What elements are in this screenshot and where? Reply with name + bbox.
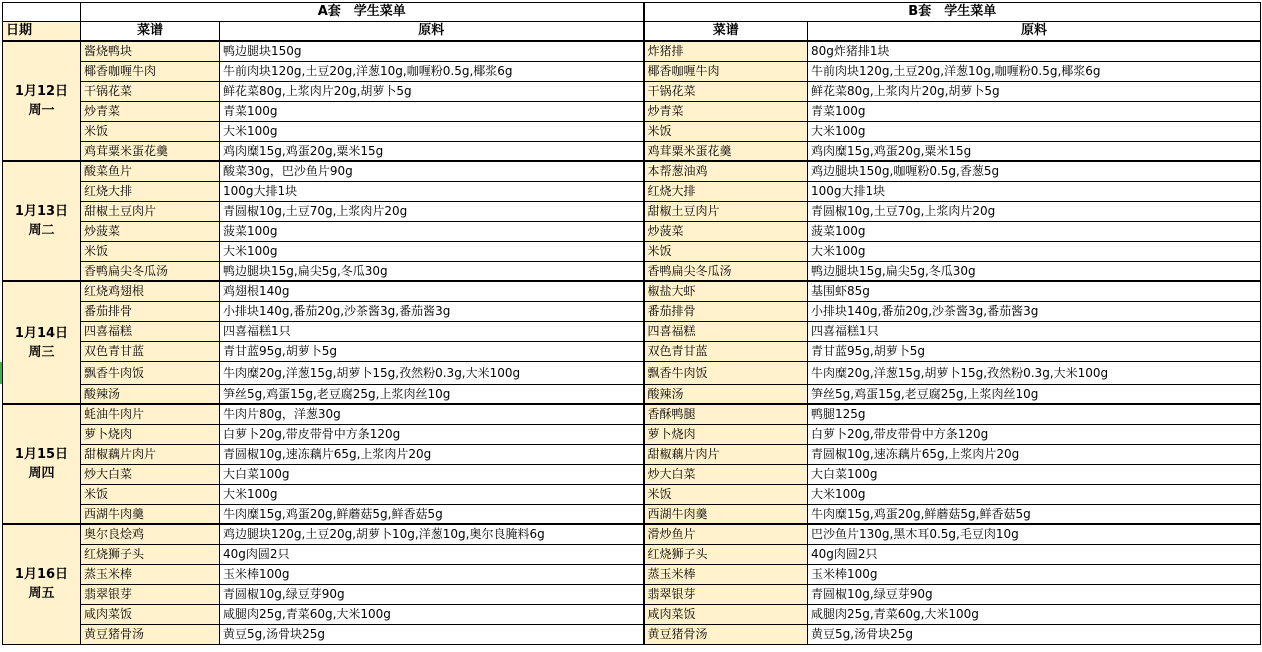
b-dish-cell[interactable]: 翡翠银芽 xyxy=(644,584,808,604)
b-dish-cell[interactable]: 西湖牛肉羹 xyxy=(644,504,808,524)
table-row xyxy=(3,384,1261,404)
b-dish-cell[interactable]: 番茄排骨 xyxy=(644,301,808,321)
table-row xyxy=(3,544,1261,564)
a-dish-cell[interactable]: 炒菠菜 xyxy=(81,221,220,241)
b-dish-cell[interactable]: 酸辣汤 xyxy=(644,384,808,404)
a-dish-cell[interactable]: 米饭 xyxy=(81,484,220,504)
a-ingredient-cell[interactable]: 100g大排1块 xyxy=(220,181,644,201)
b-dish-cell[interactable]: 椰香咖喱牛肉 xyxy=(644,61,808,81)
a-dish-cell[interactable]: 飘香牛肉饭 xyxy=(81,361,220,384)
date-header[interactable]: 日期 xyxy=(3,22,81,42)
set-b-title[interactable]: B套 学生菜单 xyxy=(644,3,1261,22)
b-ingredient-cell[interactable]: 40g肉圆2只 xyxy=(808,544,1261,564)
date-cell[interactable] xyxy=(3,161,81,281)
weekday-text: 周二 xyxy=(28,223,55,238)
b-dish-cell[interactable]: 甜椒土豆肉片 xyxy=(644,201,808,221)
a-ingredient-cell[interactable]: 青圆椒10g,土豆70g,上浆肉片20g xyxy=(220,201,644,221)
date-cell[interactable] xyxy=(3,41,81,161)
b-ingredient-cell[interactable]: 鸡肉糜15g,鸡蛋20g,粟米15g xyxy=(808,141,1261,161)
a-ingredient-cell[interactable]: 玉米棒100g xyxy=(220,564,644,584)
b-dish-cell[interactable]: 炒大白菜 xyxy=(644,464,808,484)
b-dish-cell[interactable]: 香鸭扁尖冬瓜汤 xyxy=(644,261,808,281)
a-ingredient-cell[interactable]: 青圆椒10g,速冻藕片65g,上浆肉片20g xyxy=(220,444,644,464)
table-row xyxy=(3,524,1261,544)
table-row xyxy=(3,81,1261,101)
a-dish-cell[interactable]: 酸辣汤 xyxy=(81,384,220,404)
table-row xyxy=(3,604,1261,624)
a-ingredient-cell[interactable]: 鸭边腿块15g,扁尖5g,冬瓜30g xyxy=(220,261,644,281)
b-ingredient-cell[interactable]: 鸭腿125g xyxy=(808,404,1261,424)
b-ingredient-cell[interactable]: 牛肉糜15g,鸡蛋20g,鲜蘑菇5g,鲜香菇5g xyxy=(808,504,1261,524)
a-dish-cell[interactable]: 奥尔良烩鸡 xyxy=(81,524,220,544)
a-ingredient-cell[interactable]: 牛肉片80g，洋葱30g xyxy=(220,404,644,424)
a-ingredient-cell[interactable]: 40g肉圆2只 xyxy=(220,544,644,564)
table-row xyxy=(3,321,1261,341)
a-ingredient-cell[interactable]: 鸭边腿块150g xyxy=(220,41,644,61)
date-text: 1月16日 xyxy=(14,567,69,583)
weekday-text: 周一 xyxy=(28,103,55,118)
b-ingredient-cell[interactable]: 咸腿肉25g,青菜60g,大米100g xyxy=(808,604,1261,624)
a-dish-cell[interactable]: 翡翠银芽 xyxy=(81,584,220,604)
b-dish-cell[interactable]: 炒菠菜 xyxy=(644,221,808,241)
set-a-title[interactable]: A套 学生菜单 xyxy=(81,3,644,22)
weekday-text: 周四 xyxy=(28,466,55,481)
b-dish-cell[interactable]: 椒盐大虾 xyxy=(644,281,808,301)
a-dish-cell[interactable]: 米饭 xyxy=(81,121,220,141)
b-ingredient-cell[interactable]: 大米100g xyxy=(808,484,1261,504)
date-cell[interactable] xyxy=(3,404,81,524)
a-ingredient-cell[interactable]: 咸腿肉25g,青菜60g,大米100g xyxy=(220,604,644,624)
a-ingredient-cell[interactable]: 鸡肉糜15g,鸡蛋20g,粟米15g xyxy=(220,141,644,161)
b-ingredient-cell[interactable]: 大白菜100g xyxy=(808,464,1261,484)
b-ingredient-cell[interactable]: 鸭边腿块15g,扁尖5g,冬瓜30g xyxy=(808,261,1261,281)
b-dish-cell[interactable]: 红烧大排 xyxy=(644,181,808,201)
table-row xyxy=(3,181,1261,201)
a-ingredient-cell[interactable]: 大米100g xyxy=(220,121,644,141)
b-dish-cell[interactable]: 香酥鸭腿 xyxy=(644,404,808,424)
b-ingredient-cell[interactable]: 100g大排1块 xyxy=(808,181,1261,201)
table-row xyxy=(3,624,1261,644)
a-dish-cell[interactable]: 干锅花菜 xyxy=(81,81,220,101)
b-ingredient-cell[interactable]: 青圆椒10g,土豆70g,上浆肉片20g xyxy=(808,201,1261,221)
a-ingredient-cell[interactable]: 青圆椒10g,绿豆芽90g xyxy=(220,584,644,604)
a-ingredient-cell[interactable]: 笋丝5g,鸡蛋15g,老豆腐25g,上浆肉丝10g xyxy=(220,384,644,404)
a-dish-cell[interactable]: 四喜福糕 xyxy=(81,321,220,341)
table-row xyxy=(3,584,1261,604)
b-ingredient-cell[interactable]: 笋丝5g,鸡蛋15g,老豆腐25g,上浆肉丝10g xyxy=(808,384,1261,404)
table-row xyxy=(3,201,1261,221)
b-ingredient-cell[interactable]: 菠菜100g xyxy=(808,221,1261,241)
a-dish-cell[interactable]: 蒸玉米棒 xyxy=(81,564,220,584)
b-ingredient-cell[interactable]: 鲜花菜80g,上浆肉片20g,胡萝卜5g xyxy=(808,81,1261,101)
table-row xyxy=(3,504,1261,524)
b-dish-cell[interactable]: 米饭 xyxy=(644,484,808,504)
table-row xyxy=(3,444,1261,464)
a-ingredient-cell[interactable]: 黄豆5g,汤骨块25g xyxy=(220,624,644,644)
weekday-text: 周五 xyxy=(28,586,55,602)
a-ingredient-cell[interactable]: 牛肉糜15g,鸡蛋20g,鲜蘑菇5g,鲜香菇5g xyxy=(220,504,644,524)
a-ingredient-cell[interactable]: 酸菜30g，巴沙鱼片90g xyxy=(220,161,644,181)
b-ingredient-cell[interactable]: 白萝卜20g,带皮带骨中方条120g xyxy=(808,424,1261,444)
b-ingredient-cell[interactable]: 青圆椒10g,绿豆芽90g xyxy=(808,584,1261,604)
a-dish-cell[interactable]: 红烧狮子头 xyxy=(81,544,220,564)
a-ingredient-cell[interactable]: 牛前肉块120g,土豆20g,洋葱10g,咖喱粉0.5g,椰浆6g xyxy=(220,61,644,81)
b-dish-cell[interactable]: 四喜福糕 xyxy=(644,321,808,341)
a-ingredient-header[interactable]: 原料 xyxy=(220,22,644,42)
b-ingredient-cell[interactable]: 青圆椒10g,速冻藕片65g,上浆肉片20g xyxy=(808,444,1261,464)
table-row xyxy=(3,484,1261,504)
a-dish-cell[interactable]: 咸肉菜饭 xyxy=(81,604,220,624)
table-row xyxy=(3,101,1261,121)
a-ingredient-cell[interactable]: 鸡翅根140g xyxy=(220,281,644,301)
b-dish-header[interactable]: 菜谱 xyxy=(644,22,808,42)
b-ingredient-cell[interactable]: 基围虾85g xyxy=(808,281,1261,301)
a-ingredient-cell[interactable]: 白萝卜20g,带皮带骨中方条120g xyxy=(220,424,644,444)
a-dish-cell[interactable]: 米饭 xyxy=(81,241,220,261)
b-dish-cell[interactable]: 鸡茸粟米蛋花羹 xyxy=(644,141,808,161)
a-ingredient-cell[interactable]: 大米100g xyxy=(220,241,644,261)
b-ingredient-cell[interactable]: 牛肉糜20g,洋葱15g,胡萝卜15g,孜然粉0.3g,大米100g xyxy=(808,361,1261,384)
a-dish-cell[interactable]: 红烧鸡翅根 xyxy=(81,281,220,301)
a-ingredient-cell[interactable]: 大白菜100g xyxy=(220,464,644,484)
table-row xyxy=(3,301,1261,321)
table-row xyxy=(3,404,1261,424)
b-dish-cell[interactable]: 蒸玉米棒 xyxy=(644,564,808,584)
a-dish-cell[interactable]: 西湖牛肉羹 xyxy=(81,504,220,524)
table-row xyxy=(3,464,1261,484)
a-ingredient-cell[interactable]: 小排块140g,番茄20g,沙茶酱3g,番茄酱3g xyxy=(220,301,644,321)
table-row xyxy=(3,241,1261,261)
b-dish-cell[interactable]: 滑炒鱼片 xyxy=(644,524,808,544)
date-text: 1月12日 xyxy=(14,84,69,99)
table-row xyxy=(3,424,1261,444)
b-ingredient-cell[interactable]: 小排块140g,番茄20g,沙茶酱3g,番茄酱3g xyxy=(808,301,1261,321)
date-cell[interactable] xyxy=(3,524,81,644)
date-text: 1月15日 xyxy=(14,447,69,462)
table-row xyxy=(3,261,1261,281)
a-dish-cell[interactable]: 甜椒藕片肉片 xyxy=(81,444,220,464)
table-row xyxy=(3,221,1261,241)
b-dish-cell[interactable]: 甜椒藕片肉片 xyxy=(644,444,808,464)
b-ingredient-cell[interactable]: 黄豆5g,汤骨块25g xyxy=(808,624,1261,644)
b-dish-cell[interactable]: 咸肉菜饭 xyxy=(644,604,808,624)
b-ingredient-cell[interactable]: 玉米棒100g xyxy=(808,564,1261,584)
a-dish-cell[interactable]: 萝卜烧肉 xyxy=(81,424,220,444)
a-ingredient-cell[interactable]: 菠菜100g xyxy=(220,221,644,241)
b-ingredient-cell[interactable]: 牛前肉块120g,土豆20g,洋葱10g,咖喱粉0.5g,椰浆6g xyxy=(808,61,1261,81)
a-dish-header[interactable]: 菜谱 xyxy=(81,22,220,42)
a-dish-cell[interactable]: 椰香咖喱牛肉 xyxy=(81,61,220,81)
b-dish-cell[interactable]: 飘香牛肉饭 xyxy=(644,361,808,384)
a-dish-cell[interactable]: 双色青甘蓝 xyxy=(81,341,220,361)
a-ingredient-cell[interactable]: 青菜100g xyxy=(220,101,644,121)
a-dish-cell[interactable]: 酱烧鸭块 xyxy=(81,41,220,61)
table-row xyxy=(3,281,1261,301)
a-dish-cell[interactable]: 黄豆猪骨汤 xyxy=(81,624,220,644)
b-dish-cell[interactable]: 干锅花菜 xyxy=(644,81,808,101)
b-dish-cell[interactable]: 红烧狮子头 xyxy=(644,544,808,564)
b-dish-cell[interactable]: 本帮葱油鸡 xyxy=(644,161,808,181)
a-dish-cell[interactable]: 香鸭扁尖冬瓜汤 xyxy=(81,261,220,281)
weekday-text: 周三 xyxy=(28,344,55,360)
b-ingredient-cell[interactable]: 青甘蓝95g,胡萝卜5g xyxy=(808,341,1261,361)
b-ingredient-cell[interactable]: 大米100g xyxy=(808,121,1261,141)
b-ingredient-cell[interactable]: 巴沙鱼片130g,黑木耳0.5g,毛豆肉10g xyxy=(808,524,1261,544)
corner-cell[interactable] xyxy=(3,3,81,22)
table-row xyxy=(3,121,1261,141)
b-ingredient-cell[interactable]: 大米100g xyxy=(808,241,1261,261)
a-ingredient-cell[interactable]: 鸡边腿块120g,土豆20g,胡萝卜10g,洋葱10g,奥尔良腌料6g xyxy=(220,524,644,544)
a-ingredient-cell[interactable]: 四喜福糕1只 xyxy=(220,321,644,341)
a-dish-cell[interactable]: 红烧大排 xyxy=(81,181,220,201)
b-dish-cell[interactable]: 炸猪排 xyxy=(644,41,808,61)
a-dish-cell[interactable]: 蚝油牛肉片 xyxy=(81,404,220,424)
a-ingredient-cell[interactable]: 鲜花菜80g,上浆肉片20g,胡萝卜5g xyxy=(220,81,644,101)
table-row xyxy=(3,341,1261,361)
b-ingredient-header[interactable]: 原料 xyxy=(808,22,1261,42)
b-dish-cell[interactable]: 炒青菜 xyxy=(644,101,808,121)
b-dish-cell[interactable]: 米饭 xyxy=(644,241,808,261)
date-text: 1月14日 xyxy=(14,325,69,341)
b-dish-cell[interactable]: 米饭 xyxy=(644,121,808,141)
table-row xyxy=(3,161,1261,181)
date-cell[interactable] xyxy=(3,281,81,404)
b-dish-cell[interactable]: 双色青甘蓝 xyxy=(644,341,808,361)
a-ingredient-cell[interactable]: 牛肉糜20g,洋葱15g,胡萝卜15g,孜然粉0.3g,大米100g xyxy=(220,361,644,384)
b-ingredient-cell[interactable]: 80g炸猪排1块 xyxy=(808,41,1261,61)
a-ingredient-cell[interactable]: 青甘蓝95g,胡萝卜5g xyxy=(220,341,644,361)
b-dish-cell[interactable]: 黄豆猪骨汤 xyxy=(644,624,808,644)
b-ingredient-cell[interactable]: 四喜福糕1只 xyxy=(808,321,1261,341)
a-dish-cell[interactable]: 炒青菜 xyxy=(81,101,220,121)
table-row xyxy=(3,564,1261,584)
table-row xyxy=(3,141,1261,161)
b-dish-cell[interactable]: 萝卜烧肉 xyxy=(644,424,808,444)
table-row xyxy=(3,361,1261,384)
a-dish-cell[interactable]: 鸡茸粟米蛋花羹 xyxy=(81,141,220,161)
date-text: 1月13日 xyxy=(14,204,69,219)
a-dish-cell[interactable]: 番茄排骨 xyxy=(81,301,220,321)
menu-table xyxy=(2,2,1261,645)
table-row xyxy=(3,61,1261,81)
b-ingredient-cell[interactable]: 鸡边腿块150g,咖喱粉0.5g,香葱5g xyxy=(808,161,1261,181)
table-row xyxy=(3,41,1261,61)
a-ingredient-cell[interactable]: 大米100g xyxy=(220,484,644,504)
b-ingredient-cell[interactable]: 青菜100g xyxy=(808,101,1261,121)
a-dish-cell[interactable]: 炒大白菜 xyxy=(81,464,220,484)
a-dish-cell[interactable]: 甜椒土豆肉片 xyxy=(81,201,220,221)
a-dish-cell[interactable]: 酸菜鱼片 xyxy=(81,161,220,181)
